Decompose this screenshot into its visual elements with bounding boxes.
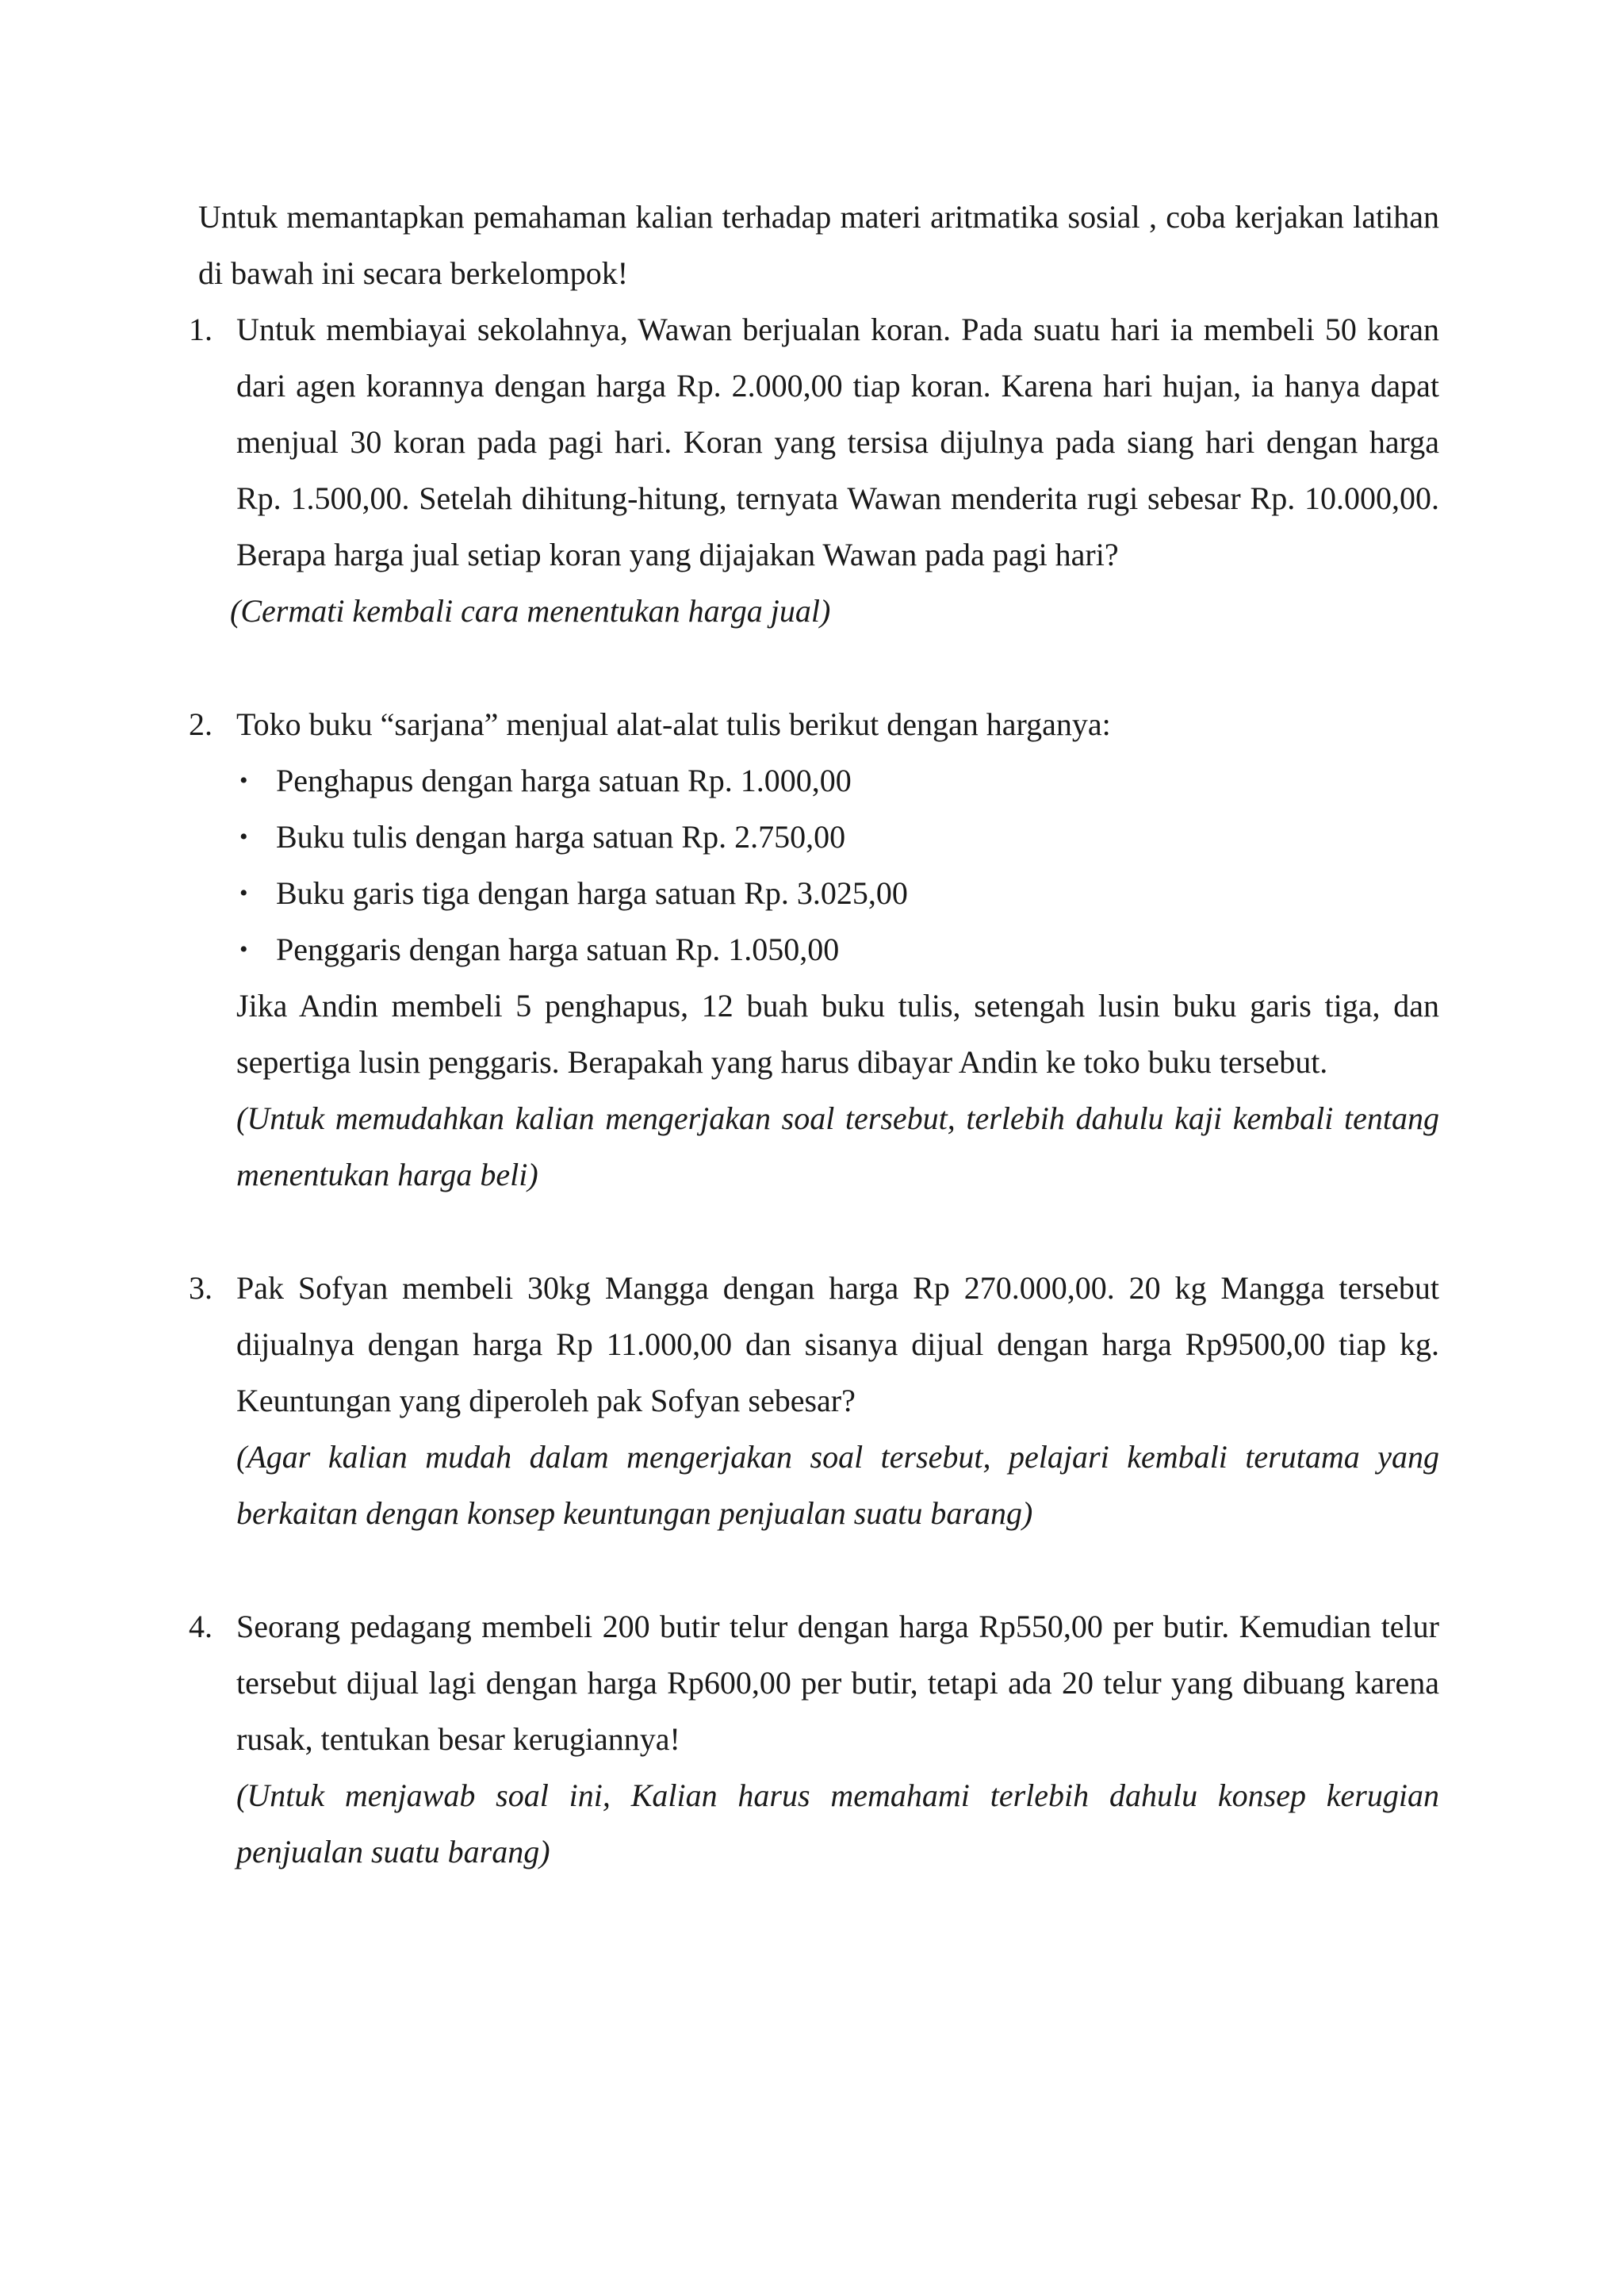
question-text: Pak Sofyan membeli 30kg Mangga dengan harga Rp 270.000,00. 20 kg Mangga tersebut dijualnya dengan harga Rp 11.000,00 dan sisanya dijual dengan harga Rp9500,00 tiap kg. Keuntungan yang diperoleh pak Sofyan sebesar? [236,1270,1439,1418]
question-number: 4. [189,1609,213,1644]
question-3 [189,1260,1439,1541]
spacer [198,1203,1439,1260]
question-1 [189,301,1439,639]
intro-paragraph: Untuk memantapkan pemahaman kalian terhadap materi aritmatika sosial , coba kerjakan latihan di bawah ini secara berkelompok! [198,199,1439,291]
list-item-text: Buku tulis dengan harga satuan Rp. 2.750,00 [276,819,846,855]
question-2 [189,696,1439,1203]
question-text: Toko buku “sarjana” menjual alat-alat tulis berikut dengan harganya: [236,706,1111,742]
question-list [189,301,1439,1880]
spacer [198,1541,1439,1598]
question-hint: (Untuk menjawab soal ini, Kalian harus memahami terlebih dahulu konsep kerugian penjualan suatu barang) [236,1777,1439,1869]
list-item-text: Buku garis tiga dengan harga satuan Rp. 3.025,00 [276,875,908,911]
bullet-icon: • [239,767,248,794]
price-list [236,752,1439,978]
question-hint: (Untuk memudahkan kalian mengerjakan soal tersebut, terlebih dahulu kaji kembali tentang menentukan harga beli) [236,1100,1439,1192]
question-number: 2. [189,706,213,742]
list-item-text: Penggaris dengan harga satuan Rp. 1.050,00 [276,932,840,967]
question-hint: (Cermati kembali cara menentukan harga jual) [230,593,831,629]
question-text: Untuk membiayai sekolahnya, Wawan berjualan koran. Pada suatu hari ia membeli 50 koran dari agen korannya dengan harga Rp. 2.000,00 tiap koran. Karena hari hujan, ia hanya dapat menjual 30 koran pada pagi hari. Koran yang tersisa dijulnya pada siang hari dengan harga Rp. 1.500,00. Setelah dihitung-hitung, ternyata Wawan menderita rugi sebesar Rp. 10.000,00. Berapa harga jual setiap koran yang dijajakan Wawan pada pagi hari? [236,312,1439,572]
question-number: 1. [189,312,213,347]
question-4 [189,1598,1439,1880]
question-text-continued: Jika Andin membeli 5 penghapus, 12 buah buku tulis, setengah lusin buku garis tiga, dan sepertiga lusin penggaris. Berapakah yang harus dibayar Andin ke toko buku tersebut. [236,988,1439,1080]
list-item [236,752,1439,809]
bullet-icon: • [239,824,248,850]
document-body [189,189,1439,1880]
list-item [236,865,1439,921]
bullet-icon: • [239,936,248,962]
bullet-icon: • [239,880,248,906]
spacer [198,639,1439,696]
list-item [236,809,1439,865]
list-item [236,921,1439,978]
question-number: 3. [189,1270,213,1306]
list-item-text: Penghapus dengan harga satuan Rp. 1.000,00 [276,763,852,798]
question-hint: (Agar kalian mudah dalam mengerjakan soal tersebut, pelajari kembali terutama yang berkaitan dengan konsep keuntungan penjualan suatu barang) [236,1439,1439,1531]
question-text: Seorang pedagang membeli 200 butir telur dengan harga Rp550,00 per butir. Kemudian telur tersebut dijual lagi dengan harga Rp600,00 per butir, tetapi ada 20 telur yang dibuang karena rusak, tentukan besar kerugiannya! [236,1609,1439,1757]
